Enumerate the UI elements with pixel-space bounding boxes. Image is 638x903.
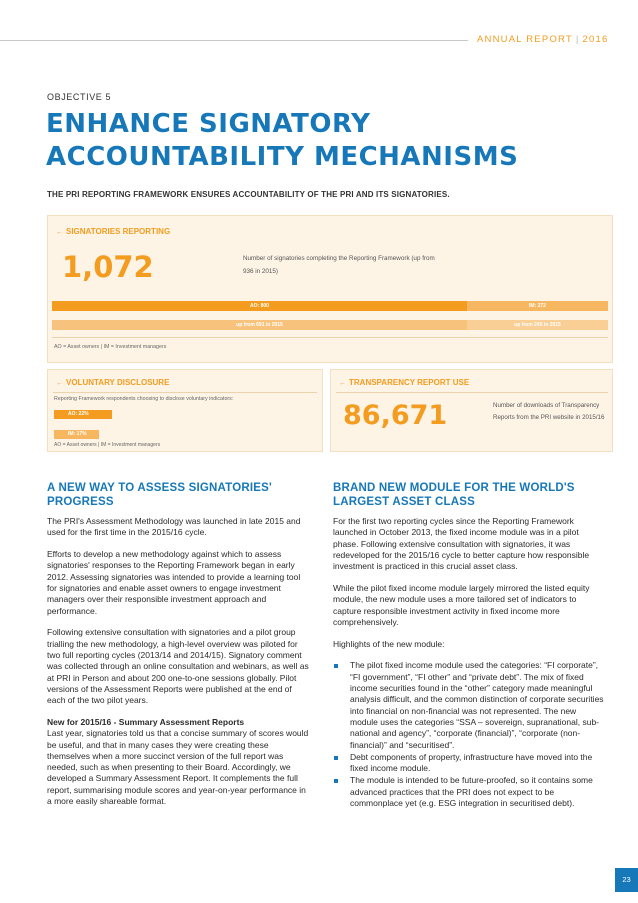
signatories-count: 1,072: [62, 250, 154, 284]
right-paragraph-1: For the first two reporting cycles since the Reporting Framework launched in October 2013, the fixed income module was in a pilot phase. Following extensive consultation with signatories, it was redeveloped for the 2015/16 cycle to better capture how responsible investment is practiced in this crucial asset class.: [333, 516, 590, 572]
left-paragraph-4: [47, 717, 311, 807]
page-title: [46, 108, 606, 174]
voluntary-description: Reporting Framework respondents choosing to disclose voluntary indicators:: [54, 396, 234, 402]
signatories-im-bar: [467, 301, 608, 311]
list-item-text: The module is intended to be future-proofed, so it contains some advanced practices that the PRI does not expect to be commonplace yet (e.g. ESG integration in securitised debt).: [350, 775, 593, 809]
signatories-heading-icon: ←: [56, 229, 63, 236]
voluntary-legend: AO = Asset owners | IM = Investment managers: [54, 442, 161, 448]
page-number: 23: [615, 868, 638, 892]
title-line-1: ENHANCE SIGNATORY: [46, 109, 371, 139]
left-paragraph-4-body: Last year, signatories told us that a concise summary of scores would be useful, and that in many cases they were creating these themselves when a more succinct version of the full report was needed, such as when presenting to their Board. Accordingly, we developed a Summary Assessment Report. It complements the full report, summarising module scores and year-on-year performance in a more easily shareable format.: [47, 728, 309, 807]
voluntary-im-bar: [54, 430, 99, 439]
signatories-heading: [56, 227, 170, 236]
list-item-text: The pilot fixed income module used the categories: “FI corporate”, “FI government”, “FI other” and “private debt”. The mix of fixed income securities found in the “other” category made meaningful analysis difficult, and the common distinction of corporate securities into financial on non-financial was not represented. The new module uses the categories “SSA – sovereign, supranational, sub-national and agency”, “corporate (financial)”, “corporate (non-financial)” and “securitised”.: [350, 660, 604, 750]
page-subtitle: THE PRI REPORTING FRAMEWORK ENSURES ACCOUNTABILITY OF THE PRI AND ITS SIGNATORIES.: [47, 190, 450, 199]
header-report: ANNUAL REPORT: [477, 34, 573, 45]
signatories-im-up-label: up from 245 in 2015: [514, 322, 561, 328]
left-column: [47, 481, 311, 818]
voluntary-disclosure-panel: [47, 369, 323, 452]
right-paragraph-3: Highlights of the new module:: [333, 638, 445, 649]
signatories-ao-label: AO: 800: [250, 303, 269, 309]
running-header: [477, 34, 608, 45]
signatories-ao-up-label: up from 691 in 2015: [236, 322, 283, 328]
list-item: [333, 660, 605, 750]
left-paragraph-4-heading: New for 2015/16 - Summary Assessment Reports: [47, 716, 245, 727]
header-year: 2016: [582, 34, 609, 45]
header-rule: [0, 40, 468, 41]
right-section-heading: BRAND NEW MODULE FOR THE WORLD'S LARGEST ASSET CLASS: [333, 482, 575, 508]
header-separator: |: [575, 34, 580, 45]
transparency-divider: [336, 392, 608, 393]
signatories-reporting-panel: [47, 215, 613, 363]
right-paragraph-2: While the pilot fixed income module largely mirrored the listed equity module, the new module uses a more tailored set of indicators to capture responsible investment activity in fixed income more comprehensively.: [333, 582, 590, 627]
objective-label: OBJECTIVE 5: [47, 92, 112, 102]
bullet-square-icon: [334, 664, 338, 668]
right-column: [333, 481, 605, 810]
voluntary-heading-icon: ←: [56, 380, 63, 387]
list-item-text: Debt components of property, infrastructure have moved into the fixed income module.: [350, 751, 593, 774]
left-paragraph-1: The PRI's Assessment Methodology was launched in late 2015 and used for the first time in the 2015/16 cycle.: [47, 516, 301, 538]
left-section-heading: A NEW WAY TO ASSESS SIGNATORIES' PROGRESS: [47, 482, 272, 508]
voluntary-divider-top: [53, 392, 317, 393]
voluntary-heading-text: VOLUNTARY DISCLOSURE: [66, 378, 170, 387]
bullet-square-icon: [334, 756, 338, 760]
transparency-report-panel: [330, 369, 613, 452]
signatories-ao-up-bar: [52, 320, 467, 330]
signatories-description: Number of signatories completing the Reporting Framework (up from 936 in 2015): [243, 255, 435, 275]
transparency-heading: [339, 378, 469, 387]
voluntary-ao-bar: [54, 410, 112, 419]
title-line-2: ACCOUNTABILITY MECHANISMS: [46, 142, 519, 172]
list-item: [333, 752, 605, 775]
transparency-heading-icon: ←: [339, 380, 346, 387]
bullet-square-icon: [334, 779, 338, 783]
signatories-divider: [52, 337, 608, 338]
transparency-count: 86,671: [343, 400, 448, 431]
transparency-heading-text: TRANSPARENCY REPORT USE: [349, 378, 470, 387]
left-paragraph-2: Efforts to develop a new methodology against which to assess signatories' responses to the Reporting Framework began in early 2012. Assessing signatories was intended to provide a learning tool for signatories and enable asset owners to engage investment managers over their responsible investment approach and performance.: [47, 549, 301, 616]
signatories-heading-text: SIGNATORIES REPORTING: [66, 227, 171, 236]
signatories-ao-bar: [52, 301, 467, 311]
highlights-list: [333, 660, 605, 809]
left-paragraph-3: Following extensive consultation with signatories and a pilot group trialling the new methodology, a high-level overview was piloted for two full reporting cycles (2013/14 and 2014/15). Signatory comment was collected through an online consultation and webinars, as well as at PRI in Person and about 200 one-to-one sessions globally. Pilot versions of the Assessment Reports were published at the end of each of the two pilot years.: [47, 627, 309, 706]
list-item: [333, 775, 605, 809]
voluntary-im-label: IM: 17%: [68, 431, 87, 437]
voluntary-ao-label: AO: 22%: [68, 411, 89, 417]
signatories-im-up-bar: [467, 320, 608, 330]
transparency-description: Number of downloads of Transparency Reports from the PRI website in 2015/16: [493, 402, 605, 421]
signatories-legend: AO = Asset owners | IM = Investment managers: [54, 344, 167, 350]
signatories-im-label: IM: 272: [529, 303, 546, 309]
voluntary-heading: [56, 378, 169, 387]
